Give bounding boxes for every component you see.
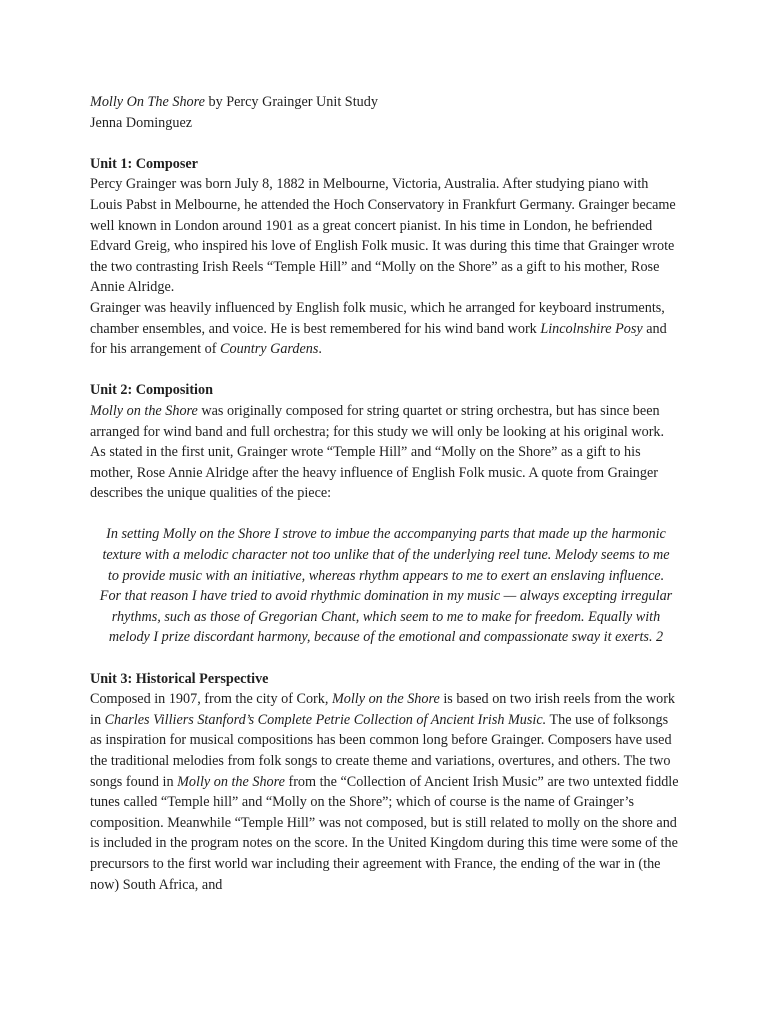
unit3-heading: Unit 3: Historical Perspective [90,670,269,687]
unit2-paragraph-1 [90,401,682,504]
title-suffix: by Percy Grainger Unit Study [204,94,378,110]
unit1-p2-text-a: Grainger was heavily influenced by English folk music, which he arranged for keyboard instruments, chamber ensembles, and voice. He is best remembered for his wind band work [90,299,665,337]
spacer [90,360,682,381]
unit3-text-3: The use of folksongs as inspiration for musical compositions has been common long before Grainger. Composers have used the traditional melodies from folk songs to create theme and variations, overtures, and others. The two songs found in [90,711,672,790]
document-title [90,92,682,113]
unit1-p2-work-2: Country Gardens [220,341,319,358]
spacer [90,133,682,154]
unit1-paragraph-2 [90,298,682,360]
spacer [90,504,682,525]
unit1-p2-work-1: Lincolnshire Posy [540,320,643,337]
document-page [90,92,682,895]
grainger-quote: In setting Molly on the Shore I strove to imbue the accompanying parts that made up the harmonic texture with a melodic character not too unlike that of the underlying reel tune. Melody seems to me to provide music with an initiative, whereas rhythm appears to me to exert an enslaving influence. For that reason I have tried to avoid rhythmic domination in my music — always excepting irregular rhythms, such as those of Gregorian Chant, which seem to me to make for freedom. Equally with melody I prize discordant harmony, because of the emotional and compassionate sway it exerts. 2 [99,526,673,646]
unit3-text-4: from the “Collection of Ancient Irish Music” are two untexted fiddle tunes called “Temple hill” and “Molly on the Shore”; which of course is the name of Grainger’s composition. Meanwhile “Temple Hill” was not composed, but is still related to molly on the shore and is included in the program notes on the score. In the United Kingdom during this time were some of the precursors to the first world war including their agreement with France, the ending of the war in (the now) South Africa, and [90,773,679,893]
unit1-p2-text-c: . [318,341,322,358]
author-name: Jenna Dominguez [90,114,193,131]
title-work: Molly On The Shore [90,94,205,110]
unit1-p2-text-b: and for his arrangement of [90,320,667,358]
unit3-work-2: Charles Villiers Stanford’s Complete Petrie Collection of Ancient Irish Music. [104,711,547,728]
unit3-paragraph-1 [90,689,682,895]
unit2-heading: Unit 2: Composition [90,382,213,399]
unit3-text-1: Composed in 1907, from the city of Cork, [90,691,332,708]
unit3-work-3: Molly on the Shore [177,773,285,790]
unit3-work-1: Molly on the Shore [331,691,440,708]
unit1-heading: Unit 1: Composer [90,155,198,172]
unit2-p1-work: Molly on the Shore [90,402,198,419]
unit3-text-2: is based on two irish reels from the work in [90,691,676,728]
unit1-paragraph-1: Percy Grainger was born July 8, 1882 in Melbourne, Victoria, Australia. After studying piano with Louis Pabst in Melbourne, he attended the Hoch Conservatory in Frankfurt Germany. Grainger became well known in London around 1901 as a great concert pianist. In his time in London, he befriended Edvard Greig, who inspired his love of English Folk music. It was during this time that Grainger wrote the two contrasting Irish Reels “Temple Hill” and “Molly on the Shore” as a gift to his mother, Rose Annie Alridge. [90,176,676,296]
unit2-p1-text: was originally composed for string quartet or string orchestra, but has since been arranged for wind band and full orchestra; for this study we will only be looking at his original work. As stated in the first unit, Grainger wrote “Temple Hill” and “Molly on the Shore” as a gift to his mother, Rose Annie Alridge after the heavy influence of English Folk music. A quote from Grainger describes the unique qualities of the piece: [90,402,665,502]
spacer [90,648,682,669]
